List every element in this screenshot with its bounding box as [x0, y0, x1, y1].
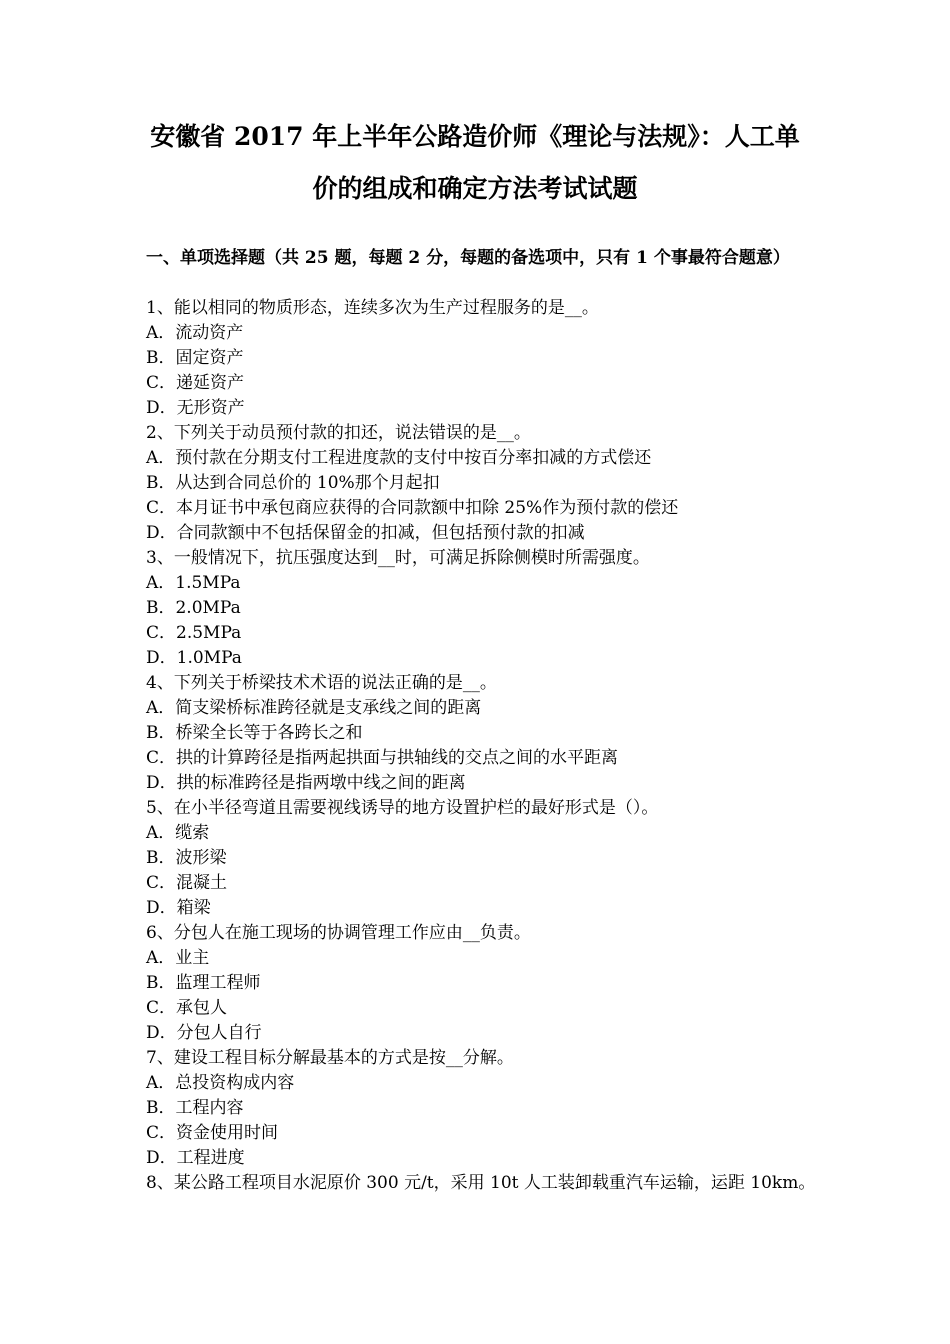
question-line: A．流动资产: [146, 323, 244, 343]
question-line: B．固定资产: [146, 348, 244, 368]
question-line: A．缆索: [146, 823, 210, 843]
section-heading: 一、单项选择题（共 25 题，每题 2 分，每题的备选项中，只有 1 个事最符合题意）: [146, 248, 790, 268]
question-line: 2、下列关于动员预付款的扣还，说法错误的是__。: [146, 423, 531, 443]
question-line: B．工程内容: [146, 1098, 244, 1118]
question-line: A．预付款在分期支付工程进度款的支付中按百分率扣减的方式偿还: [146, 448, 652, 468]
question-line: C．2.5MPa: [146, 623, 242, 643]
question-line: D．拱的标准跨径是指两墩中线之间的距离: [146, 773, 466, 793]
question-line: C．本月证书中承包商应获得的合同款额中扣除 25%作为预付款的偿还: [146, 498, 679, 518]
question-line: B．从达到合同总价的 10%那个月起扣: [146, 473, 440, 493]
question-line: B．桥梁全长等于各跨长之和: [146, 723, 363, 743]
question-line: C．混凝土: [146, 873, 228, 893]
question-line: B．2.0MPa: [146, 598, 241, 618]
question-line: B．波形梁: [146, 848, 227, 868]
question-list: [146, 296, 836, 1196]
question-line: C．资金使用时间: [146, 1123, 279, 1143]
question-line: C．承包人: [146, 998, 228, 1018]
question-line: A．业主: [146, 948, 210, 968]
question-line: D．分包人自行: [146, 1023, 262, 1043]
question-line: C．拱的计算跨径是指两起拱面与拱轴线的交点之间的水平距离: [146, 748, 619, 768]
document-title-line-2: 价的组成和确定方法考试试题: [312, 174, 638, 203]
question-line: A．总投资构成内容: [146, 1073, 295, 1093]
question-line: 7、建设工程目标分解最基本的方式是按__分解。: [146, 1048, 514, 1068]
question-line: D．工程进度: [146, 1148, 245, 1168]
document-title-line-1: 安徽省 2017 年上半年公路造价师《理论与法规》：人工单: [150, 122, 800, 151]
question-line: D．1.0MPa: [146, 648, 242, 668]
question-line: 5、在小半径弯道且需要视线诱导的地方设置护栏的最好形式是（）。: [146, 798, 659, 818]
question-line: 1、能以相同的物质形态，连续多次为生产过程服务的是__。: [146, 298, 599, 318]
question-line: B．监理工程师: [146, 973, 261, 993]
question-line: D．无形资产: [146, 398, 245, 418]
question-line: C．递延资产: [146, 373, 245, 393]
question-line: A．简支梁桥标准跨径就是支承线之间的距离: [146, 698, 482, 718]
question-line: D．箱梁: [146, 898, 211, 918]
question-line: 8、某公路工程项目水泥原价 300 元/t，采用 10t 人工装卸载重汽车运输，运距 10km。: [146, 1173, 816, 1193]
question-line: 3、一般情况下，抗压强度达到__时，可满足拆除侧模时所需强度。: [146, 548, 650, 568]
question-line: 4、下列关于桥梁技术术语的说法正确的是__。: [146, 673, 497, 693]
question-line: D．合同款额中不包括保留金的扣减，但包括预付款的扣减: [146, 523, 585, 543]
question-line: 6、分包人在施工现场的协调管理工作应由__负责。: [146, 923, 531, 943]
question-line: A．1.5MPa: [146, 573, 241, 593]
